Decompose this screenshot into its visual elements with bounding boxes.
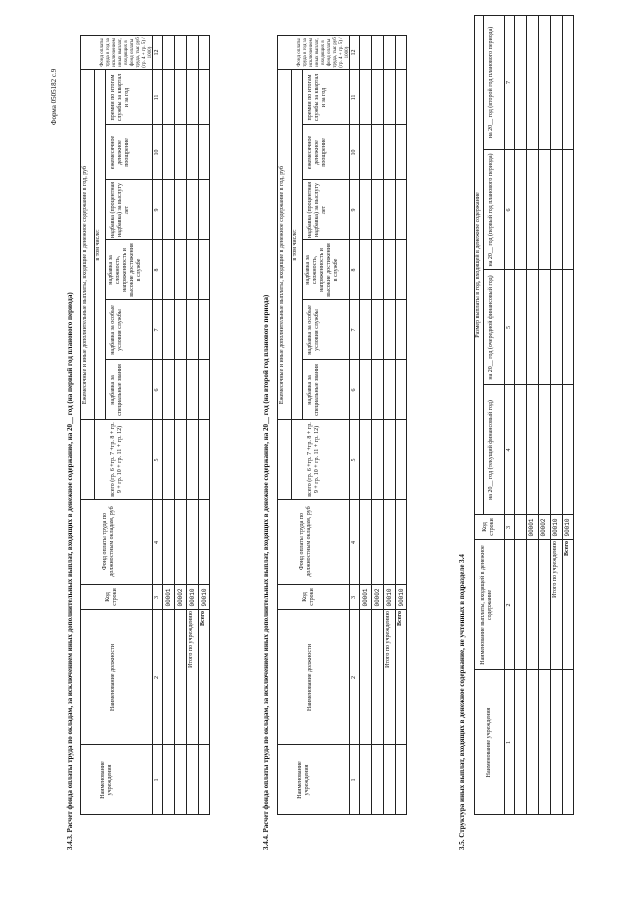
section-343-title: 3.4.3. Расчет фонда оплаты труда по окладам, за исключением иных дополнительных выплат, входящих в денежное содержание, на 20__ год (на первый год планового периода) [66, 292, 74, 850]
sub-col-6: премии по итогам службы за квартал и за год [307, 73, 327, 122]
sub-col-4: надбавка (процентная надбавка) за выслугу лет [110, 181, 130, 238]
col-fund-total: Фонд оплаты труда в год за исключением иных выплат, входящих в фонд оплаты труда, тыс руб (гр. 4 + гр. 5) / 1000) [297, 37, 350, 68]
colnum-5: 5 [154, 458, 160, 462]
colnum-9: 9 [351, 208, 357, 212]
row-code: 00002 [540, 518, 547, 537]
colnum-4: 4 [506, 448, 512, 452]
colnum-10: 10 [351, 149, 357, 156]
colnum-5: 5 [506, 326, 512, 329]
row-code: 00001 [528, 518, 535, 537]
colnum-10: 10 [154, 149, 160, 156]
sub-col-3: на 20__ год (первый год планового периода) [488, 153, 494, 267]
colnum-1: 1 [506, 741, 512, 744]
colnum-9: 9 [154, 208, 160, 212]
colnum-3: 3 [351, 596, 357, 599]
in-that-number: в том числе: [95, 229, 101, 261]
row-label-grand-total: Всего [397, 611, 403, 626]
row-code: 00002 [177, 588, 184, 607]
col-institution: Наименование учреждения [486, 707, 492, 778]
row-label-total-institution: Итого по учреждению [552, 541, 558, 598]
row-code: 00010 [552, 518, 559, 537]
colnum-11: 11 [154, 94, 160, 101]
colnum-3: 3 [506, 526, 512, 529]
sub-col-4: на 20__ год (второй год планового периода) [488, 26, 494, 139]
row-code: 90010 [564, 518, 571, 537]
col-fund-total: Фонд оплаты труда в год за исключением иных выплат, входящих в фонд оплаты труда, тыс руб (гр. 4 + гр. 5) / 1000) [100, 37, 153, 68]
row-code: 90010 [398, 588, 405, 607]
sub-col-2: надбавка за особые условия службы [307, 305, 320, 355]
col-code: Код строки [105, 588, 118, 606]
sub-col-1: надбавка за специальные звания [307, 364, 320, 416]
col-total: всего (гр. 6 +гр. 7 +гр. 8 + гр. 9 + гр. 10 + гр. 11 + гр. 12) [110, 422, 123, 497]
col-institution: Наименование учреждения [100, 761, 113, 799]
table-35 [474, 15, 574, 815]
row-label-total-institution: Итого по учреждению [188, 611, 194, 668]
section-35-title: 3.5. Структура иных выплат, входящих в денежное содержание, не учтенных в подразделе 3.4 [458, 554, 466, 850]
table-344 [277, 35, 407, 815]
col-fund: Фонд оплаты труда по должностным окладам, руб [299, 506, 312, 577]
sub-col-1: на 20__ год (текущий финансовый год) [488, 400, 494, 500]
colnum-8: 8 [154, 268, 160, 272]
sub-col-2: на 20__ год (очередной финансовый год) [488, 275, 494, 380]
colnum-5: 5 [351, 458, 357, 462]
colnum-2: 2 [506, 603, 512, 607]
group-header: Ежемесячные и иные дополнительные выплаты, входящие в денежное содержание в год, руб [82, 165, 88, 405]
form-code: Форма 0505182 с.9 [50, 68, 58, 125]
colnum-12: 12 [154, 49, 160, 56]
sub-col-2: надбавка за особые условия службы [110, 305, 123, 355]
colnum-1: 1 [154, 778, 160, 782]
colnum-2: 2 [154, 676, 160, 679]
colnum-7: 7 [506, 81, 512, 84]
colnum-6: 6 [351, 388, 357, 392]
col-institution: Наименование учреждения [297, 761, 310, 799]
colnum-6: 6 [154, 388, 160, 392]
colnum-11: 11 [351, 94, 357, 101]
col-code: Код строки [302, 588, 315, 606]
sub-col-5: ежемесячное денежное поощрение [110, 135, 130, 170]
colnum-6: 6 [506, 208, 512, 212]
group-header: Размер выплаты в год, входящей в денежное содержание [475, 192, 481, 338]
table-343 [80, 35, 210, 815]
sub-col-1: надбавка за специальные звания [110, 364, 123, 416]
colnum-7: 7 [154, 328, 160, 332]
colnum-4: 4 [351, 541, 357, 544]
row-code: 00010 [189, 588, 196, 607]
colnum-3: 3 [154, 596, 160, 599]
row-code: 00010 [386, 588, 393, 607]
sub-col-5: ежемесячное денежное поощрение [307, 135, 327, 170]
sub-col-4: надбавка (процентная надбавка) за выслугу лет [307, 181, 327, 238]
sub-col-3: надбавка за сложность, напряженность и высокие достижения в службе [305, 243, 339, 297]
sub-col-6: премии по итогам службы за квартал и за год [110, 73, 130, 122]
row-label-grand-total: Всего [200, 611, 206, 626]
colnum-12: 12 [351, 49, 357, 56]
colnum-2: 2 [351, 676, 357, 679]
group-header: Ежемесячные и иные дополнительные выплаты, входящие в денежное содержание в год, руб [279, 165, 285, 405]
col-fund: Фонд оплаты труда по должностным окладам, руб [102, 506, 115, 577]
colnum-7: 7 [351, 328, 357, 332]
col-code: Код строки [482, 518, 495, 536]
colnum-8: 8 [351, 268, 357, 272]
row-code: 00001 [165, 588, 172, 607]
row-label-total-institution: Итого по учреждению [385, 611, 391, 668]
col-position: Наименование должности [110, 644, 116, 711]
col-total: всего (гр. 6 +гр. 7 +гр. 8 + гр. 9 + гр. 10 + гр. 11 + гр. 12) [307, 422, 320, 497]
section-344-title: 3.4.4. Расчет фонда оплаты труда по окладам, за исключением иных дополнительных выплат, входящих в денежное содержание, на 20__ год (на второй год планового периода) [262, 294, 270, 850]
in-that-number: в том числе: [292, 229, 298, 261]
row-code: 00002 [374, 588, 381, 607]
sub-col-3: надбавка за сложность, напряженность и высокие достижения в службе [108, 243, 142, 297]
colnum-4: 4 [154, 541, 160, 544]
row-label-grand-total: Всего [564, 541, 570, 556]
row-code: 00001 [362, 588, 369, 607]
row-code: 90010 [201, 588, 208, 607]
col-payments: Наименование выплаты, входящей в денежное содержание [480, 545, 493, 665]
col-position: Наименование должности [307, 644, 313, 711]
colnum-1: 1 [351, 778, 357, 782]
